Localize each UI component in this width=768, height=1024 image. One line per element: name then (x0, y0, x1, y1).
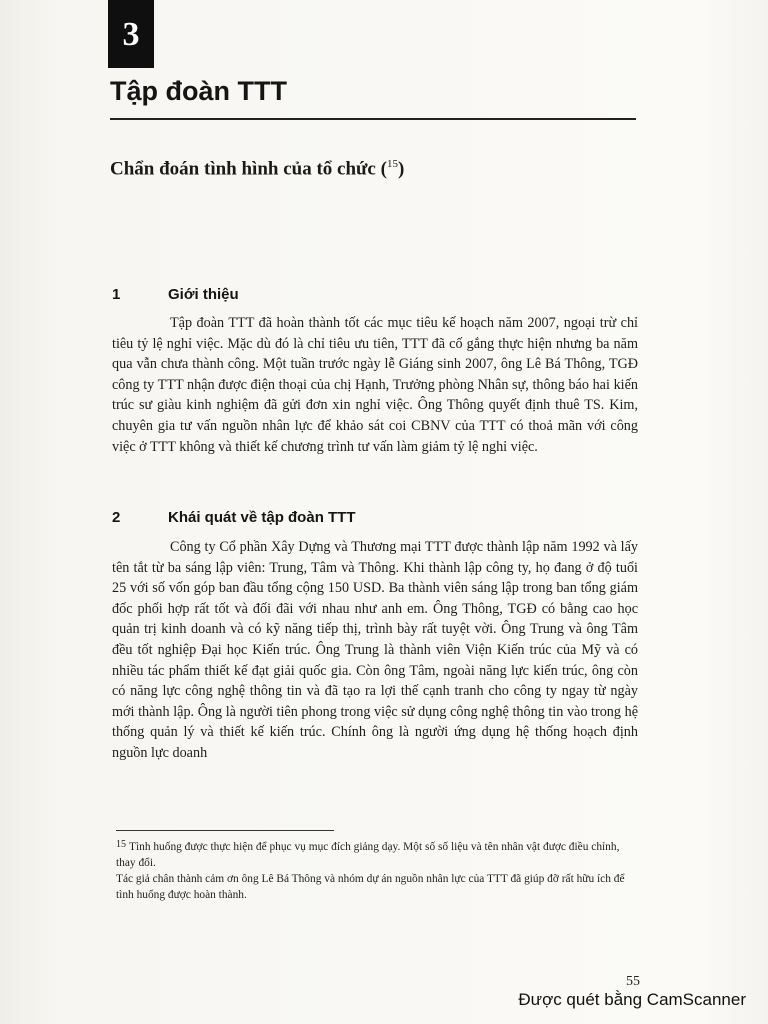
chapter-number: 3 (122, 16, 140, 53)
footnote-mark: 15 (116, 839, 126, 850)
section-heading-2 (112, 509, 356, 526)
section-title: Khái quát về tập đoàn TTT (168, 509, 356, 526)
footnote-reference: 15 (386, 158, 398, 170)
section-number: 1 (112, 286, 121, 303)
chapter-subtitle (110, 158, 404, 180)
camscanner-watermark: Được quét bằng CamScanner (518, 990, 746, 1009)
footnote-text-1: Tình huống được thực hiện để phục vụ mục đích giảng dạy. Một số số liệu và tên nhân vật được điều chỉnh, thay đổi. (116, 841, 620, 869)
section-number: 2 (112, 509, 121, 526)
footnote-text-2: Tác giả chân thành cảm ơn ông Lê Bá Thông và nhóm dự án nguồn nhân lực của TTT đã giúp đỡ rất hữu ích để tình huống được hoàn thành. (116, 873, 625, 901)
section-heading-1 (112, 286, 239, 303)
section-title: Giới thiệu (168, 286, 239, 303)
section-2-paragraph: Công ty Cổ phần Xây Dựng và Thương mại TTT được thành lập năm 1992 và lấy tên tắt từ ba sáng lập viên: Trung, Tâm và Thông. Khi thành lập công ty, họ đang ở độ tuổi 25 với số vốn góp ban đầu tổng cộng 150 USD. Ba thành viên sáng lập trong ban tổng giám đốc phối hợp rất tốt và đối đãi với nhau như anh em. Ông Thông, TGĐ có bằng cao học quản trị kinh doanh và có kỹ năng tiếp thị, trình bày rất tuyệt vời. Ông Trung và ông Tâm đều tốt nghiệp Đại học Kiến trúc. Ông Trung là thành viên Viện Kiến trúc của Mỹ và có nhiều tác phẩm thiết kế đạt giải quốc gia. Còn ông Tâm, ngoài năng lực kiến trúc, ông còn có năng lực công nghệ thông tin và đã tạo ra lợi thế cạnh tranh cho công ty ngay từ ngày mới thành lập. Ông là người tiên phong trong việc sử dụng công nghệ thông tin vào trong hệ thống quản lý và thiết kế kiến trúc. Chính ông là người ứng dụng hệ thống hoạch định nguồn lực doanh (112, 539, 638, 761)
chapter-title: Tập đoàn TTT (110, 76, 287, 106)
title-divider (110, 118, 636, 120)
subtitle-text: Chẩn đoán tình hình của tổ chức ( (110, 158, 387, 180)
section-1-paragraph: Tập đoàn TTT đã hoàn thành tốt các mục tiêu kế hoạch năm 2007, ngoại trừ chỉ tiêu tỷ lệ nghỉ việc. Mặc dù đó là chỉ tiêu ưu tiên, TTT đã cố gắng thực hiện nhưng ba năm qua vẫn chưa thành công. Một tuần trước ngày lễ Giáng sinh 2007, ông Lê Bá Thông, TGĐ công ty TTT nhận được điện thoại của chị Hạnh, Trưởng phòng Nhân sự, thông báo hai kiến trúc sư giàu kinh nghiệm đã gửi đơn xin nghỉ việc. Ông Thông quyết định thuê TS. Kim, chuyên gia tư vấn nguồn nhân lực để khảo sát coi CBNV của TTT có thoả mãn với công việc ở TTT không và thiết kế chương trình tư vấn làm giảm tỷ lệ nghỉ việc. (112, 315, 638, 455)
footnote (116, 839, 638, 903)
page-number: 55 (626, 974, 640, 989)
chapter-number-box (108, 0, 154, 68)
footnote-line-1 (116, 839, 638, 871)
footnote-divider (116, 830, 334, 831)
subtitle-close: ) (397, 158, 405, 180)
